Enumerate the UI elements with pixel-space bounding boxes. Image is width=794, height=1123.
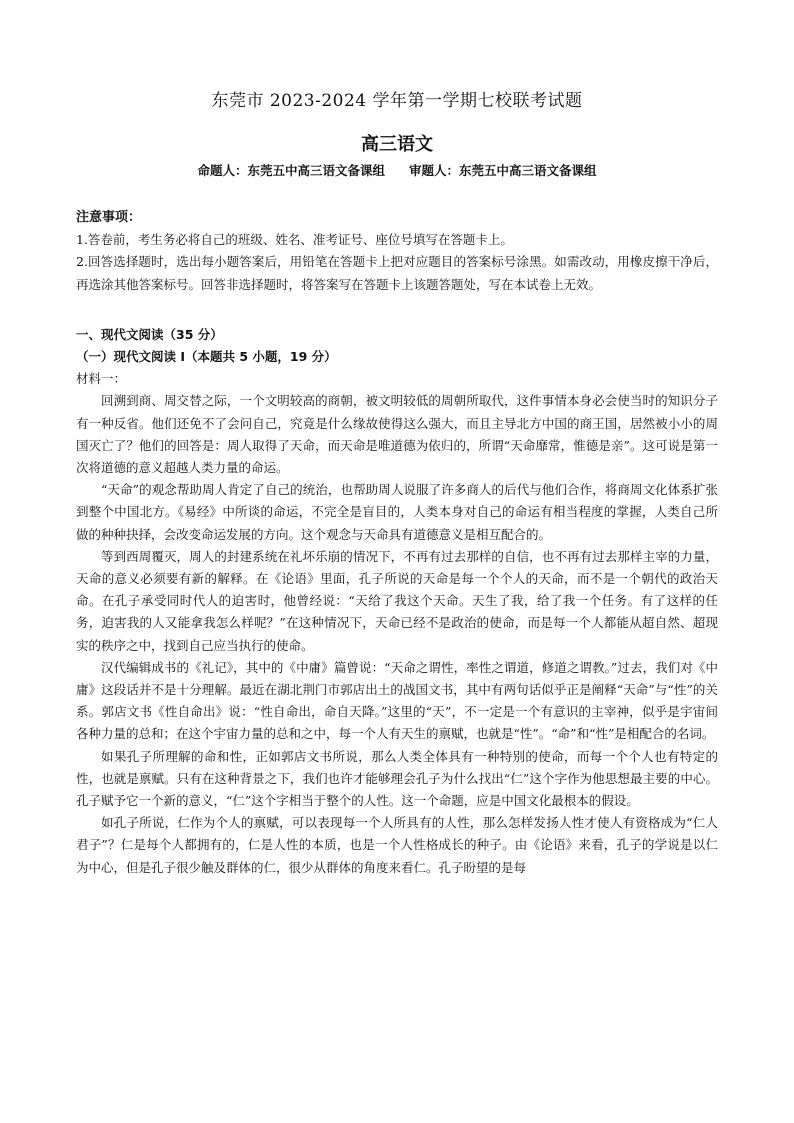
passage-paragraph: 回溯到商、周交替之际，一个文明较高的商朝，被文明较低的周朝所取代，这件事情本身必会使当时的知识分子有一种反省。他们还免不了会问自己，究竟是什么缘故使得这么强大，而且主导北方中国的商王国，居然被小小的周国灭亡了？他们的回答是：周人取得了天命，而天命是唯道德为依归的，所谓“天命靡常，惟德是亲”。这可说是第一次将道德的意义超越人类力量的命运。 — [76, 393, 718, 476]
authors-line — [0, 161, 794, 179]
subject-title: 高三语文 — [361, 134, 433, 155]
passage-paragraph: 如果孔子所理解的命和性，正如郭店文书所说，那么人类全体具有一种特别的使命，而每一个个人也有特定的性，也就是禀赋。只有在这种背景之下，我们也许才能够理会孔子为什么找出“仁”这个字作为他思想最主要的中心。孔子赋予它一个新的意义，“仁”这个字相当于整个的人性。这一个命题，应是中国文化最根本的假设。 — [76, 748, 718, 809]
notice-item: 1.答卷前，考生务必将自己的班级、姓名、准考证号、座位号填写在答题卡上。 — [76, 232, 513, 248]
notice-heading: 注意事项： — [76, 210, 142, 225]
passage-paragraph: 如孔子所说，仁作为个人的禀赋，可以表现每一个人所具有的人性，那么怎样发扬人性才使人有资格成为“仁人君子”？仁是每个人都拥有的，仁是人性的本质，也是一个人性格成长的种子。由《论语》来看，孔子的学说是以仁为中心，但是孔子很少触及群体的仁，很少从群体的角度来看仁。孔子盼望的是每 — [76, 815, 718, 875]
exam-body — [76, 207, 718, 879]
passage-paragraph: “天命”的观念帮助周人肯定了自己的统治，也帮助周人说服了许多商人的后代与他们合作，将商周文化体系扩张到整个中国北方。《易经》中所谈的命运，不完全是盲目的，人类本身对自己的命运有相当程度的掌握，人类自己所做的种种抉择，会改变命运发展的方向。这个观念与天命具有道德意义是相互配合的。 — [76, 482, 718, 542]
passage-paragraph: 汉代编辑成书的《礼记》，其中的《中庸》篇曾说：“天命之谓性，率性之谓道，修道之谓教。”过去，我们对《中庸》这段话并不是十分理解。最近在湖北荆门市郭店出土的战国文书，其中有两句话似乎正是阐释“天命”与“性”的关系。郭店文书《性自命出》说：“性自命出，命自天降。”这里的“天”，不一定是一个有意识的主宰神，似乎是宇宙间各种力量的总和；在这个宇宙力量的总和之中，每一个人有天生的禀赋，也就是“性”。“命”和“性”是相配合的名词。 — [76, 659, 718, 742]
subsection-heading: （一）现代文阅读 I（本题共 5 小题，19 分） — [76, 349, 337, 365]
reviewer-credit: 审题人：东莞五中高三语文备课组 — [409, 163, 597, 178]
exam-title: 东莞市 2023-2024 学年第一学期七校联考试题 — [211, 91, 583, 111]
material-label: 材料一： — [76, 371, 127, 387]
section-heading: 一、现代文阅读（35 分） — [76, 326, 223, 342]
notice-item: 2.回答选择题时，选出每小题答案后，用铅笔在答题卡上把对应题目的答案标号涂黑。如需改动，用橡皮擦干净后，再选涂其他答案标号。回答非选择题时，将答案写在答题卡上该题答题处，写在本试卷上无效。 — [76, 254, 718, 292]
passage-paragraph: 等到西周覆灭，周人的封建系统在礼坏乐崩的情况下，不再有过去那样的自信，也不再有过去那样主宰的力量，天命的意义必须要有新的解释。在《论语》里面，孔子所说的天命是每一个个人的天命，而不是一个朝代的政治天命。在孔子承受同时代人的迫害时，他曾经说：“天给了我这个天命。天生了我，给了我一个任务。有了这样的任务，迫害我的人又能拿我怎么样呢？”在这种情况下，天命已经不是政治的使命，而是每一个人都能从超自然、超现实的秩序之中，找到自己应当执行的使命。 — [76, 548, 718, 653]
setter-credit: 命题人：东莞五中高三语文备课组 — [197, 163, 385, 178]
